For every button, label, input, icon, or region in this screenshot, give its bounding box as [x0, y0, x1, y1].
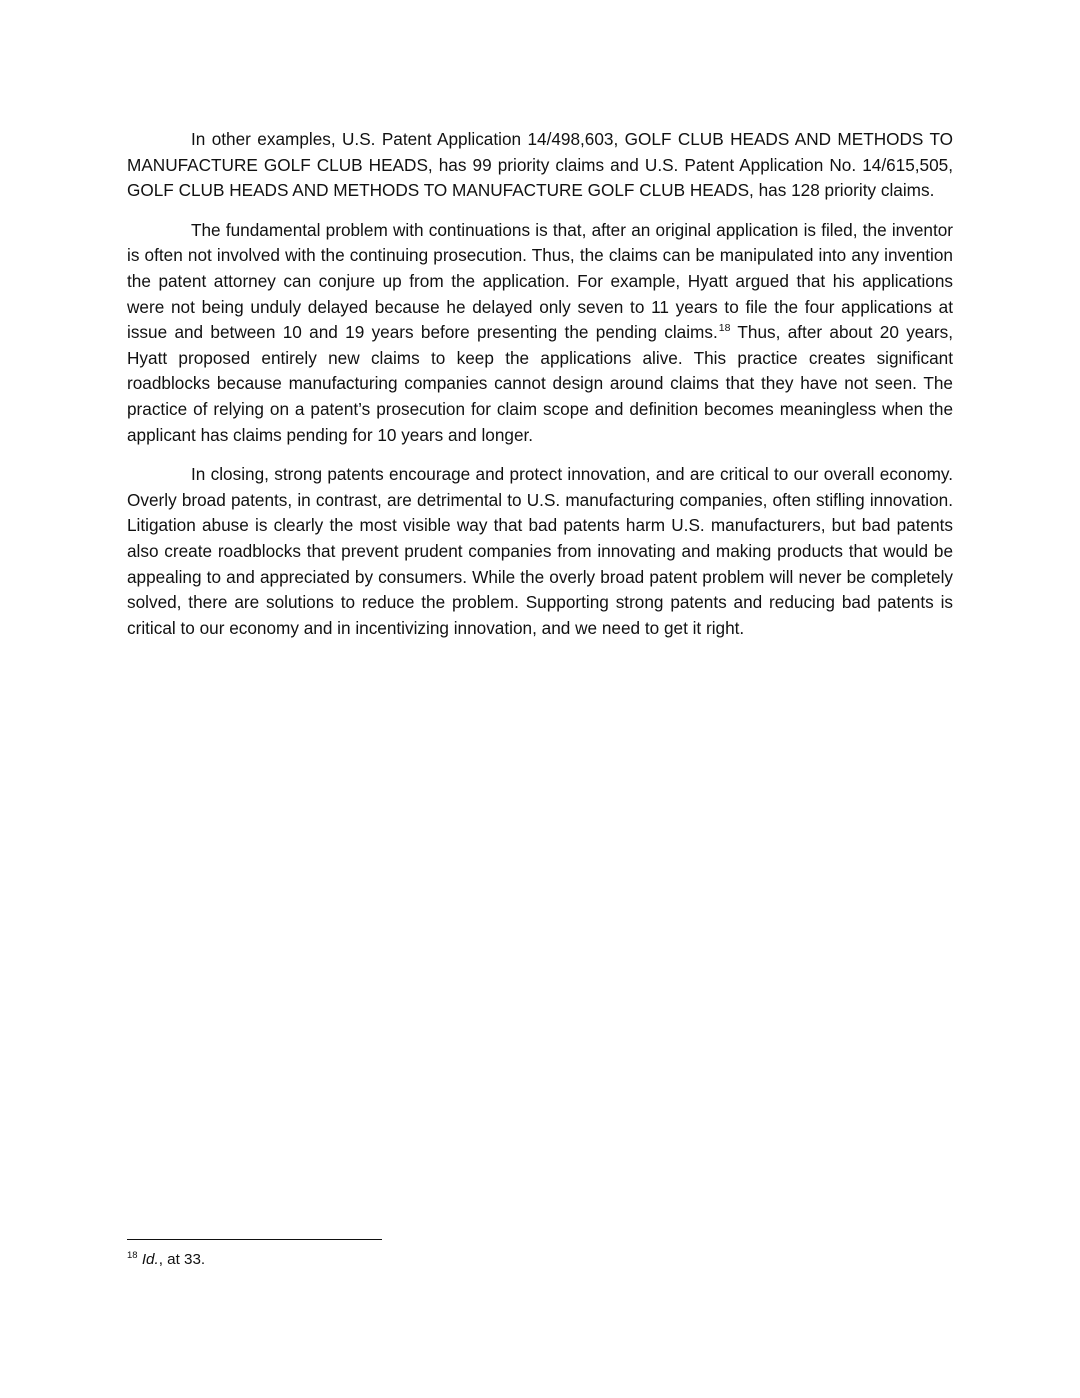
paragraph-continuations-text-a: The fundamental problem with continuations is that, after an original application is filed, the inventor is often not involved with the continuing prosecution. Thus, the claims can be manipulated into any invention the patent attorney can conjure up from the application. For example, Hyatt argued that his applications were not being unduly delayed because he delayed only seven to 11 years to file the four applications at issue and between 10 and 19 years before presenting the pending claims. [127, 219, 953, 343]
paragraph-continuations-text-b: Thus, after about 20 years, Hyatt proposed entirely new claims to keep the applications alive. This practice creates significant roadblocks because manufacturing companies cannot design around claims that they have not seen. The practice of relying on a patent’s prosecution for claim scope and definition becomes meaningless when the applicant has claims pending for 10 years and longer. [127, 322, 953, 445]
footnote-text: , at 33. [158, 1251, 206, 1268]
body-text [127, 127, 953, 655]
footnote-separator [127, 1239, 382, 1240]
paragraph-continuations-problem [127, 218, 953, 448]
footnote-citation: Id. [141, 1251, 159, 1268]
paragraph-closing: In closing, strong patents encourage and protect innovation, and are critical to our overall economy. Overly broad patents, in contrast, are detrimental to U.S. manufacturing companies, often stifling innovation. Litigation abuse is clearly the most visible way that bad patents harm U.S. manufacturers, but bad patents also create roadblocks that prevent prudent companies from innovating and making products that would be appealing to and appreciated by consumers. While the overly broad patent problem will never be completely solved, there are solutions to reduce the problem. Supporting strong patents and reducing bad patents is critical to our economy and in incentivizing innovation, and we need to get it right. [127, 464, 953, 638]
paragraph-golf-club-examples: In other examples, U.S. Patent Application 14/498,603, GOLF CLUB HEADS AND METHODS TO MANUFACTURE GOLF CLUB HEADS, has 99 priority claims and U.S. Patent Application No. 14/615,505, GOLF CLUB HEADS AND METHODS TO MANUFACTURE GOLF CLUB HEADS, has 128 priority claims. [127, 129, 953, 201]
footnote-number: 18 [127, 1249, 138, 1261]
footnote-18 [127, 1250, 205, 1270]
footnote-reference-18[interactable]: 18 [718, 322, 731, 335]
